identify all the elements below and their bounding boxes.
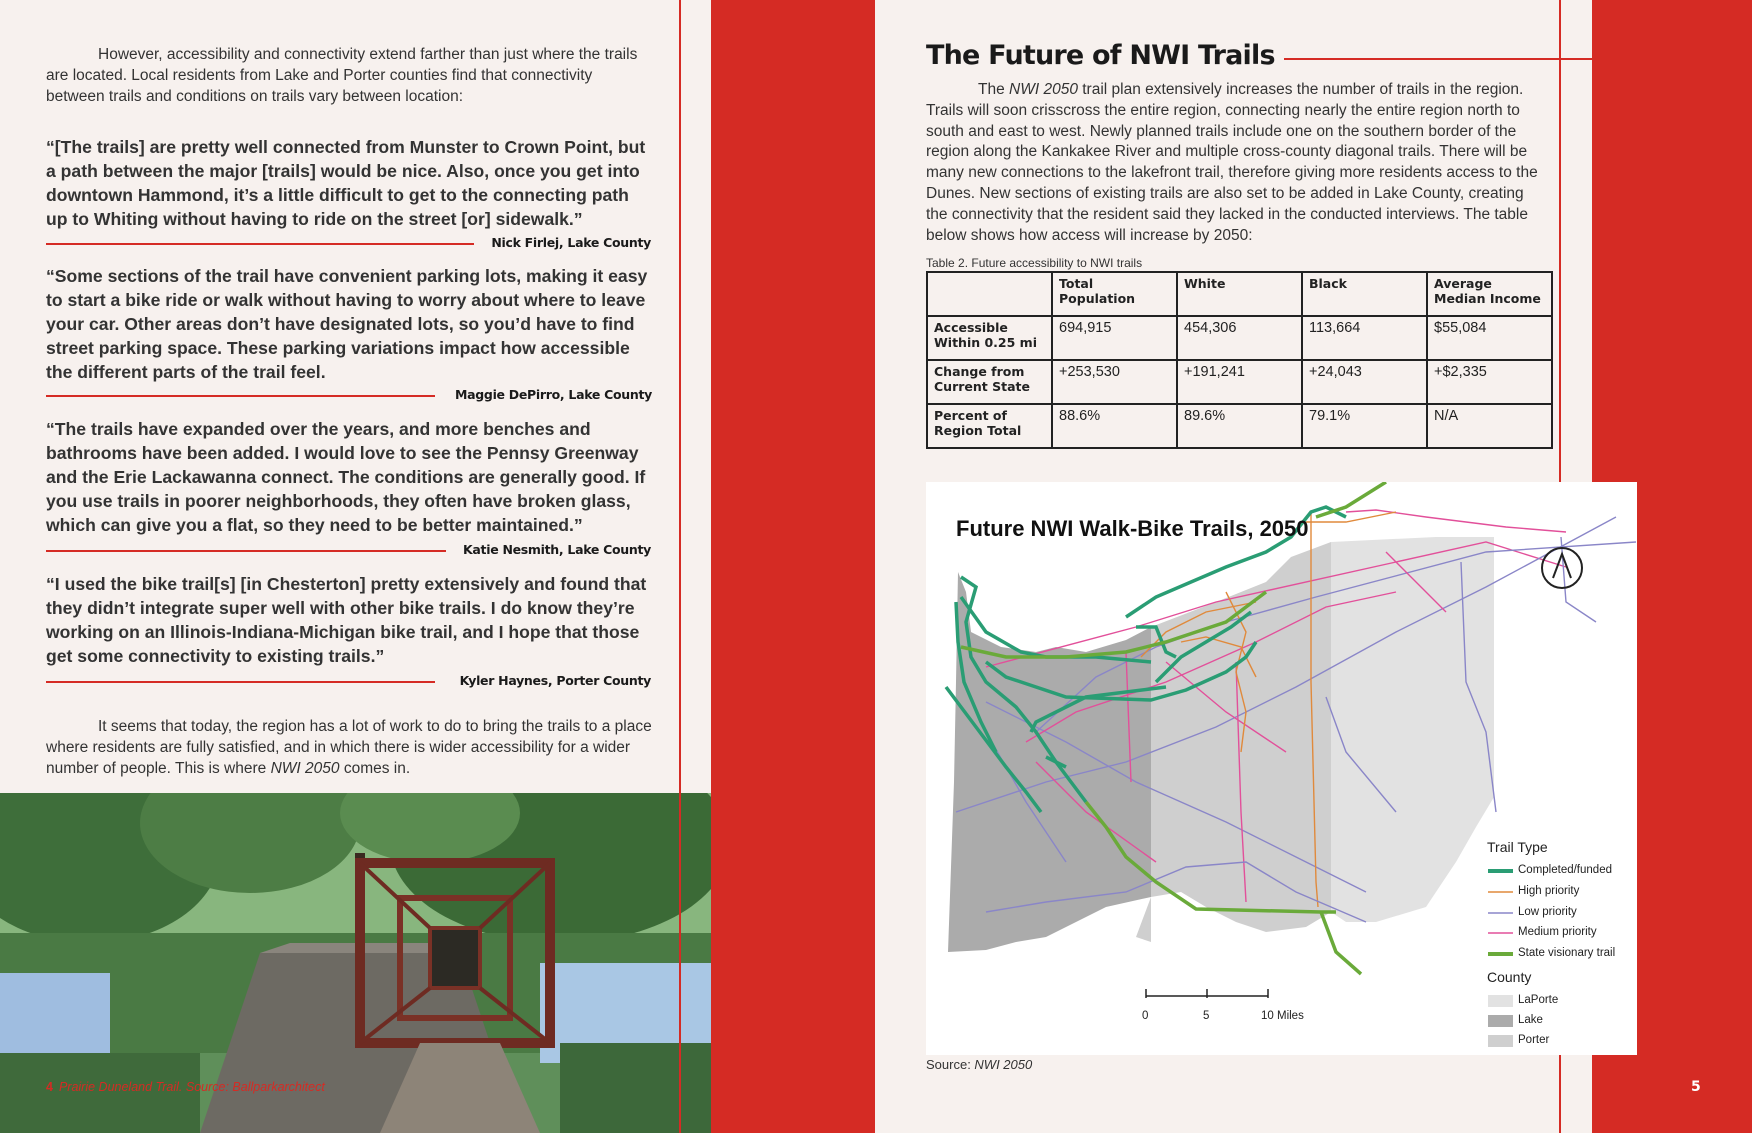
table-header-row (927, 272, 1552, 316)
porter-county-shape (1136, 542, 1331, 942)
trail-map (926, 482, 1637, 1055)
table-cell: +$2,335 (1427, 360, 1552, 404)
source-name: NWI 2050 (974, 1057, 1033, 1072)
table-row (927, 316, 1552, 360)
photo-caption (46, 1080, 325, 1094)
right-page-number: 5 (1691, 1079, 1701, 1095)
quote-attribution-3: Katie Nesmith, Lake County (463, 542, 651, 557)
photo-caption-text: Prairie Duneland Trail. Source: Ballparkarchitect (58, 1080, 325, 1094)
table-cell: 113,664 (1302, 316, 1427, 360)
heading-rule (1284, 58, 1592, 60)
quote-rule-4 (46, 681, 435, 683)
intro-paragraph: However, accessibility and connectivity extend farther than just where the trails are located. Local residents from Lake and Porter counties find that connectivity between trails and conditions on trails vary between location: (46, 46, 638, 105)
table-row (927, 404, 1552, 448)
legend-trail-label: High priority (1518, 885, 1580, 897)
table-cell: 89.6% (1177, 404, 1302, 448)
scale-label: 10 Miles (1261, 1010, 1304, 1022)
map-title: Future NWI Walk-Bike Trails, 2050 (956, 516, 1309, 541)
legend-county-title: County (1487, 969, 1532, 985)
legend-county-label: Lake (1518, 1014, 1543, 1026)
table-cell: +191,241 (1177, 360, 1302, 404)
left-page-rule (679, 0, 681, 1133)
table-corner-cell (927, 272, 1052, 316)
table-column-header: White (1177, 272, 1302, 316)
north-arrow-icon (1542, 548, 1582, 588)
future-paragraph (926, 80, 1541, 246)
quote-attribution-2: Maggie DePirro, Lake County (455, 387, 652, 402)
table-cell: 79.1% (1302, 404, 1427, 448)
quote-attribution-4: Kyler Haynes, Porter County (459, 673, 651, 688)
legend-trail-label: State visionary trail (1518, 947, 1616, 959)
scale-label: 5 (1203, 1010, 1210, 1022)
map-source (926, 1057, 1032, 1072)
quote-4: “I used the bike trail[s] [in Chesterton] pretty extensively and found that they didn’t integrate super well with other bike trails. I do know they’re working on an Illinois-Indiana-Michigan bike trail, and I hope that those get some connectivity to existing trails.” (46, 574, 647, 666)
table-cell: 454,306 (1177, 316, 1302, 360)
quote-rule-1 (46, 243, 474, 245)
table-row (927, 360, 1552, 404)
quote-3: “The trails have expanded over the years, and more benches and bathrooms have been added. I would love to see the Pennsy Greenway and the Erie Lackawanna connect. The conditions are generally good. If you use trails in poorer neighborhoods, they often have broken glass, which can give you a flat, so they need to be better maintained.” (46, 419, 646, 535)
table-cell: +24,043 (1302, 360, 1427, 404)
section-heading: The Future of NWI Trails (926, 40, 1275, 71)
table-row-header: Change from Current State (927, 360, 1052, 404)
table-cell: N/A (1427, 404, 1552, 448)
scale-label: 0 (1142, 1010, 1149, 1022)
future-text-end: trail plan extensively increases the number of trails in the region. Trails will soon crisscross the entire region, connecting nearly the entire region north to south and east to west. Newly planned trails include one on the southern border of the region along the Kankakee River and multiple cross-county diagonal trails. There will be many new connections to the lakefront trail, therefore giving more residents access to the Dunes. New sections of existing trails are also set to be added in Lake County, creating the connectivity that the resident said they lacked in the conducted interviews. The table below shows how access will increase by 2050: (926, 81, 1538, 244)
closing-paragraph (46, 716, 654, 779)
table-column-header: Average Median Income (1427, 272, 1552, 316)
closing-text-end: comes in. (339, 760, 411, 777)
table-cell: 694,915 (1052, 316, 1177, 360)
legend-trail-title: Trail Type (1487, 839, 1548, 855)
table-caption: Table 2. Future accessibility to NWI trails (926, 256, 1143, 270)
closing-text: It seems that today, the region has a lot of work to do to bring the trails to a place where residents are fully satisfied, and in which there is wider accessibility for a wider number of people. This is where (46, 718, 652, 777)
table-column-header: Total Population (1052, 272, 1177, 316)
table-cell: 88.6% (1052, 404, 1177, 448)
table-column-header: Black (1302, 272, 1427, 316)
legend-trail-label: Completed/funded (1518, 864, 1612, 876)
future-emphasis: NWI 2050 (1009, 81, 1078, 98)
table-cell: +253,530 (1052, 360, 1177, 404)
source-label: Source: (926, 1057, 975, 1072)
quote-1: “[The trails] are pretty well connected from Munster to Crown Point, but a path between the major [trails] would be nice. Also, once you get into downtown Hammond, it’s a little difficult to get to the connecting path up to Whiting without having to ride on the street [or] sidewalk.” (46, 137, 646, 229)
quote-rule-3 (46, 550, 446, 552)
closing-emphasis: NWI 2050 (270, 760, 340, 777)
table-row-header: Percent of Region Total (927, 404, 1052, 448)
legend-trail-label: Low priority (1518, 906, 1577, 918)
quote-2: “Some sections of the trail have convenient parking lots, making it easy to start a bike ride or walk without having to worry about where to leave your car. Other areas don’t have designated lots, so you’d have to find street parking space. These parking variations impact how accessible the different parts of the trail feel. (46, 266, 648, 382)
quote-rule-2 (46, 395, 435, 397)
left-page-number: 4 (46, 1080, 53, 1094)
map-scale-bar (1146, 989, 1268, 998)
legend-trail-label: Medium priority (1518, 926, 1597, 938)
center-red-band (711, 0, 875, 1133)
table-row-header: Accessible Within 0.25 mi (927, 316, 1052, 360)
future-text: The (978, 81, 1010, 98)
accessibility-table (926, 271, 1553, 449)
legend-county-label: Porter (1518, 1034, 1550, 1046)
lake-county-shape (948, 572, 1151, 952)
quote-attribution-1: Nick Firlej, Lake County (491, 235, 651, 250)
legend-county-label: LaPorte (1518, 994, 1559, 1006)
legend-swatches (1488, 871, 1513, 1047)
table-cell: $55,084 (1427, 316, 1552, 360)
